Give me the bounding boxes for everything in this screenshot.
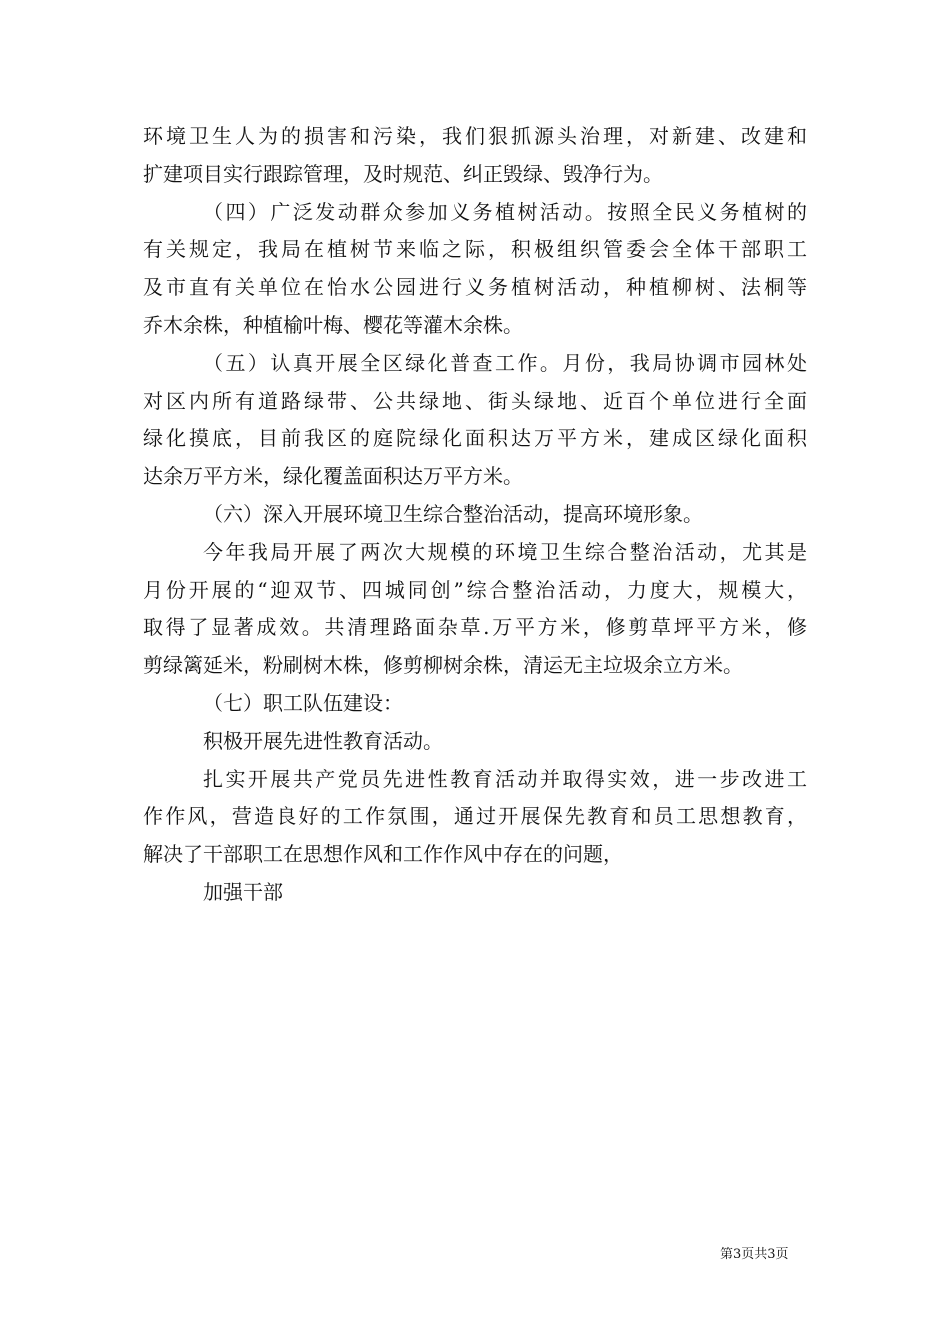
paragraph-line: 作作风，营造良好的工作氛围，通过开展保先教育和员工思想教育， <box>143 804 807 829</box>
paragraph-p2 <box>143 194 807 345</box>
paragraph-line: 乔木余株，种植榆叶梅、樱花等灌木余株。 <box>143 312 523 337</box>
paragraph-line: 月份开展的“迎双节、四城同创”综合整治活动，力度大，规模大， <box>143 577 807 602</box>
paragraph-line: 对区内所有道路绿带、公共绿地、街头绿地、近百个单位进行全面 <box>143 388 807 413</box>
paragraph-line: （五）认真开展全区绿化普查工作。月份，我局协调市园林处 <box>203 350 807 375</box>
paragraph-line: 及市直有关单位在怡水公园进行义务植树活动，种植柳树、法桐等 <box>143 275 807 300</box>
document-body <box>143 118 807 912</box>
paragraph-line: 今年我局开展了两次大规模的环境卫生综合整治活动，尤其是 <box>203 539 807 564</box>
paragraph-line: （六）深入开展环境卫生综合整治活动，提高环境形象。 <box>203 501 703 526</box>
paragraph-line: 加强干部 <box>203 879 283 904</box>
page-number-footer: 第3页共3页 <box>720 1247 789 1262</box>
paragraph-line: 环境卫生人为的损害和污染，我们狠抓源头治理，对新建、改建和 <box>143 124 807 148</box>
paragraph-line: 剪绿篱延米，粉刷树木株，修剪柳树余株，清运无主垃圾余立方米。 <box>143 653 743 678</box>
paragraph-p1 <box>143 118 807 194</box>
paragraph-p9 <box>143 874 807 912</box>
paragraph-line: 解决了干部职工在思想作风和工作作风中存在的问题， <box>143 842 623 867</box>
paragraph-p7 <box>143 723 807 761</box>
paragraph-p8 <box>143 761 807 874</box>
paragraph-p4 <box>143 496 807 534</box>
paragraph-line: 扎实开展共产党员先进性教育活动并取得实效，进一步改进工 <box>203 766 807 791</box>
paragraph-line: 取得了显著成效。共清理路面杂草.万平方米，修剪草坪平方米，修 <box>143 615 807 640</box>
paragraph-line: （四）广泛发动群众参加义务植树活动。按照全民义务植树的 <box>203 199 807 224</box>
paragraph-line: 积极开展先进性教育活动。 <box>203 728 443 753</box>
paragraph-line: 绿化摸底，目前我区的庭院绿化面积达万平方米，建成区绿化面积 <box>143 426 807 451</box>
paragraph-p6 <box>143 685 807 723</box>
paragraph-line: 有关规定，我局在植树节来临之际，积极组织管委会全体干部职工 <box>143 237 807 262</box>
paragraph-p3 <box>143 345 807 496</box>
paragraph-line: 达余万平方米，绿化覆盖面积达万平方米。 <box>143 464 523 489</box>
paragraph-line: 扩建项目实行跟踪管理，及时规范、纠正毁绿、毁净行为。 <box>143 161 663 186</box>
paragraph-line: （七）职工队伍建设： <box>203 690 403 715</box>
paragraph-p5 <box>143 534 807 685</box>
